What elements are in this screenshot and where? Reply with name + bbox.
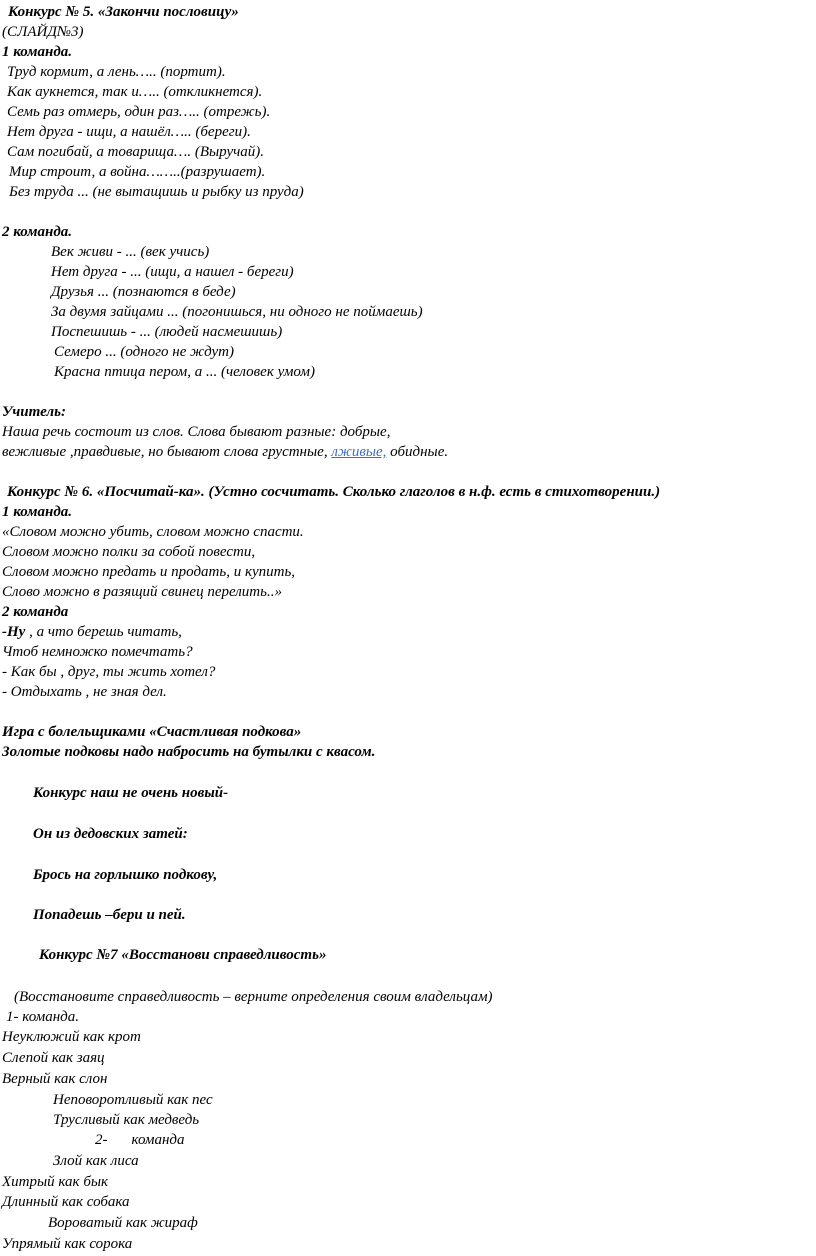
definition-line: Упрямый как сорока (2, 1236, 133, 1252)
contest-6-team-2: 2 команда (2, 604, 69, 620)
poem-rest: , а что берешь читать, (25, 624, 182, 640)
proverb-line: Труд кормит, а лень….. (портит). (7, 64, 226, 80)
verse-line: Попадешь –бери и пей. (33, 907, 186, 923)
contest-6-title: Конкурс № 6. «Посчитай-ка». (Устно сосчитать. Сколько глаголов в н.ф. есть в стихотворении.) (7, 484, 661, 500)
team-2-number: 2- (95, 1132, 108, 1148)
proverb-line: Нет друга - ... (ищи, а нашел - береги) (51, 264, 294, 280)
teacher-text-part: обидные. (386, 444, 449, 460)
proverb-line: Друзья ... (познаются в беде) (51, 284, 236, 300)
teacher-text-line: Наша речь состоит из слов. Слова бывают разные: добрые, (2, 424, 391, 440)
contest-7-title: Конкурс №7 «Восстанови справедливость» (39, 947, 327, 963)
contest-6-team-1: 1 команда. (2, 504, 73, 520)
definition-line: Неповоротливый как пес (53, 1092, 213, 1108)
definition-line: Неуклюжий как крот (2, 1029, 141, 1045)
hyperlink-lzhivye[interactable]: лживые, (331, 444, 387, 460)
teacher-text-line (2, 443, 448, 461)
definition-line: Злой как лиса (53, 1153, 139, 1169)
proverb-line: Поспешишь - ... (людей насмешишь) (51, 324, 283, 340)
poem-bold-word: -Ну (2, 624, 26, 640)
poem-line (2, 623, 182, 641)
proverb-line: Сам погибай, а товарища…. (Выручай). (7, 144, 265, 160)
proverb-line: Без труда ... (не вытащишь и рыбку из пруда) (9, 184, 304, 200)
contest-7-note: (Восстановите справедливость – верните определения своим владельцам) (14, 989, 493, 1005)
poem-line: - Отдыхать , не зная дел. (2, 684, 167, 700)
proverb-line: Как аукнется, так и….. (откликнется). (7, 84, 263, 100)
proverb-line: Век живи - ... (век учись) (51, 244, 210, 260)
poem-line: Чтоб немножко помечтать? (2, 644, 193, 660)
teacher-label: Учитель: (2, 404, 66, 420)
verse-line: Он из дедовских затей: (33, 826, 188, 842)
teacher-text-part: вежливые ,правдивые, но бывают слова грустные, (2, 444, 332, 460)
verse-line: Брось на горлышко подкову, (33, 867, 218, 883)
game-title: Игра с болельщиками «Счастливая подкова» (2, 724, 302, 740)
poem-line: «Словом можно убить, словом можно спасти. (2, 524, 304, 540)
proverb-line: Красна птица пером, а ... (человек умом) (54, 364, 315, 380)
proverb-line: Семь раз отмерь, один раз….. (отрежь). (7, 104, 271, 120)
game-subtitle: Золотые подковы надо набросить на бутылки с квасом. (2, 744, 376, 760)
definition-line: Слепой как заяц (2, 1050, 105, 1066)
contest-5-title: Конкурс № 5. «Закончи пословицу» (8, 4, 239, 20)
team-2-word: команда (131, 1132, 185, 1148)
definition-line: Хитрый как бык (2, 1174, 109, 1190)
contest-5-team-1: 1 команда. (2, 44, 73, 60)
verse-line: Конкурс наш не очень новый- (33, 785, 229, 801)
definition-line: Вороватый как жираф (48, 1215, 198, 1231)
proverb-line: Нет друга - ищи, а нашёл….. (береги). (7, 124, 251, 140)
definition-line: Длинный как собака (2, 1194, 130, 1210)
poem-line: Словом можно полки за собой повести, (2, 544, 256, 560)
definition-line: Трусливый как медведь (53, 1112, 200, 1128)
definition-line: Верный как слон (2, 1071, 108, 1087)
contest-7-team-2 (95, 1131, 184, 1149)
contest-7-team-1: 1- команда. (6, 1009, 79, 1025)
slide-label: (СЛАЙД№3) (2, 24, 84, 40)
poem-line: - Как бы , друг, ты жить хотел? (2, 664, 216, 680)
proverb-line: Мир строит, а война……..(разрушает). (9, 164, 266, 180)
proverb-line: Семеро ... (одного не ждут) (54, 344, 234, 360)
poem-line: Словом можно предать и продать, и купить, (2, 564, 296, 580)
contest-5-team-2: 2 команда. (2, 224, 73, 240)
proverb-line: За двумя зайцами ... (погонишься, ни одного не поймаешь) (51, 304, 423, 320)
poem-line: Слово можно в разящий свинец перелить..» (2, 584, 282, 600)
